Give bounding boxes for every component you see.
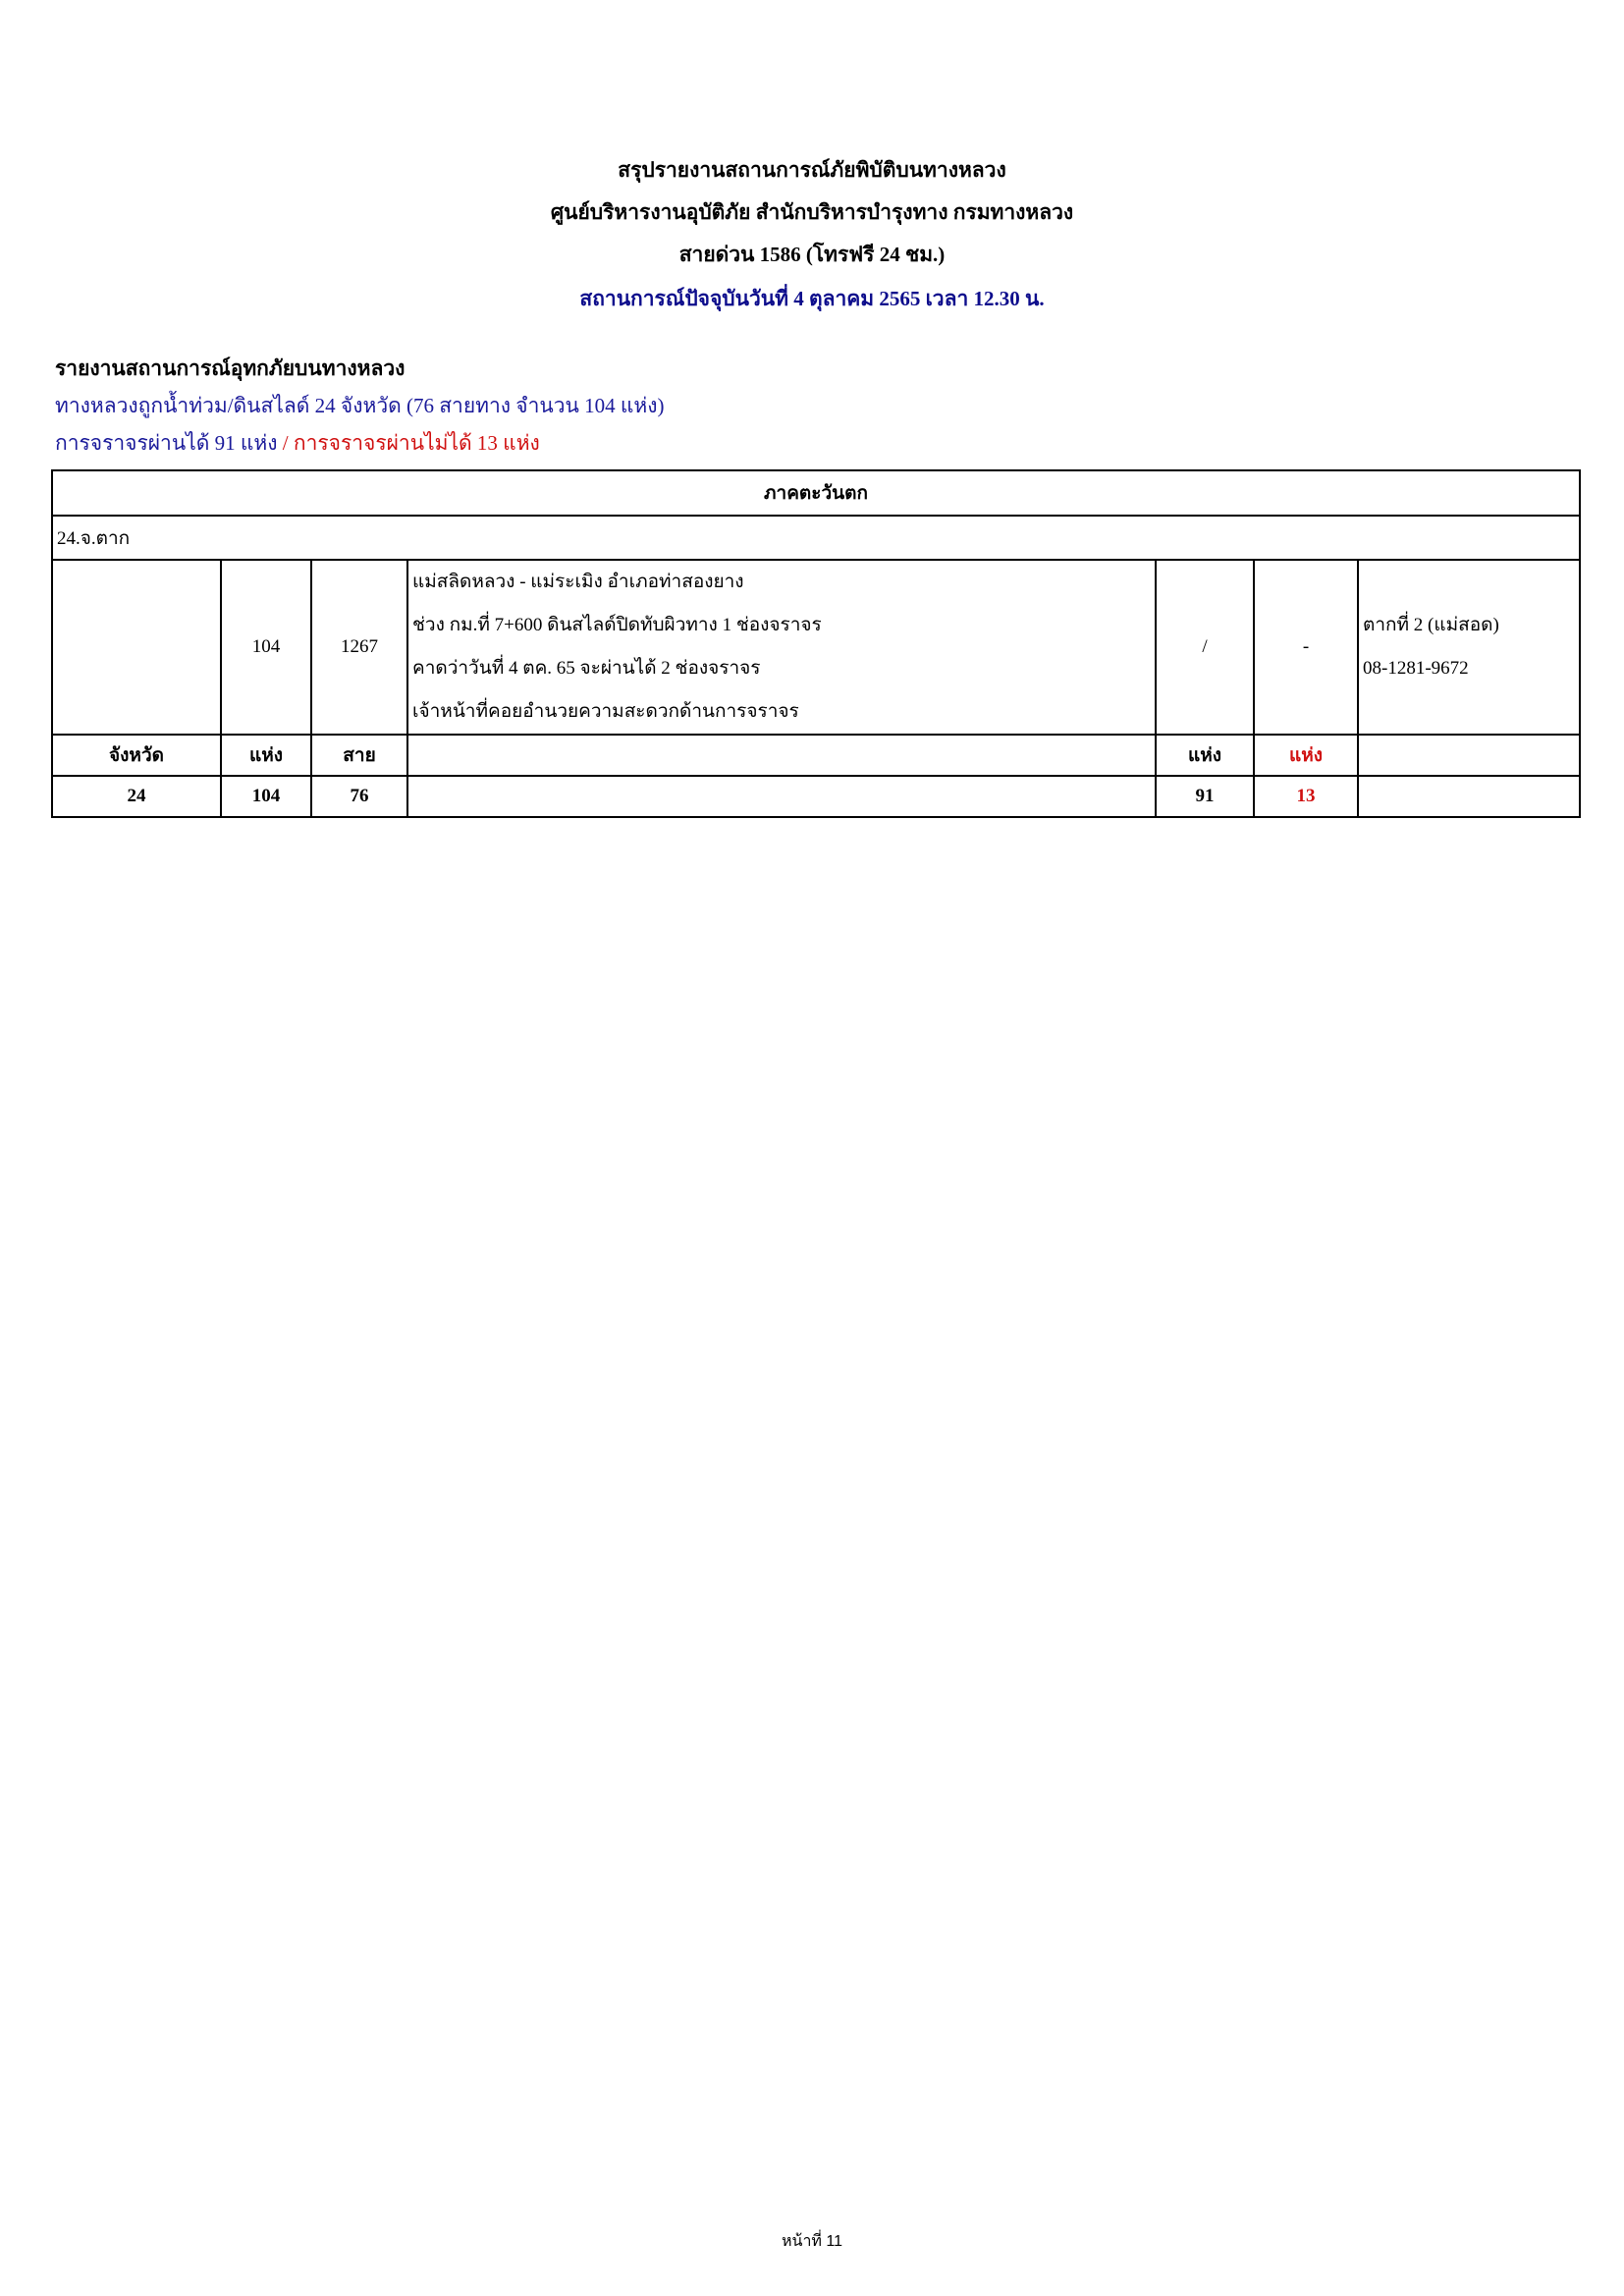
table-row [52,560,1580,735]
summary-impassable: / การจราจรผ่านไม่ได้ 13 แห่ง [282,431,540,455]
footer-header-places: แห่ง [221,735,311,776]
province-name: 24.จ.ตาก [52,516,1580,560]
footer-header-routes: สาย [311,735,407,776]
total-places: 104 [221,776,311,817]
detail-line: ช่วง กม.ที่ 7+600 ดินสไลด์ปิดทับผิวทาง 1 ช่องจราจร [412,615,822,635]
total-provinces: 24 [52,776,221,817]
item-seq: 104 [221,560,311,735]
item-contact [1358,560,1580,735]
report-department: ศูนย์บริหารงานอุบัติภัย สำนักบริหารบำรุงทาง กรมทางหลวง [550,200,1074,224]
page-number: หน้าที่ 11 [781,2233,843,2250]
footer-header-impassable: แห่ง [1254,735,1358,776]
report-hotline: สายด่วน 1586 (โทรฟรี 24 ชม.) [678,243,946,266]
footer-header-row [52,735,1580,776]
report-header [0,149,1624,320]
detail-line: คาดว่าวันที่ 4 ตค. 65 จะผ่านได้ 2 ช่องจราจร [412,658,761,679]
summary-title: รายงานสถานการณ์อุทกภัยบนทางหลวง [55,356,406,380]
total-passable: 91 [1156,776,1254,817]
summary-passable: การจราจรผ่านได้ 91 แห่ง [55,431,283,455]
item-details [407,560,1156,735]
footer-header-province: จังหวัด [52,735,221,776]
item-impassable-mark: - [1254,560,1358,735]
item-route: 1267 [311,560,407,735]
item-office: ตากที่ 2 (แม่สอด) [1363,615,1499,635]
report-table [51,469,1581,818]
item-province-cell [52,560,221,735]
total-blank [407,776,1156,817]
item-phone: 08-1281-9672 [1363,658,1469,679]
footer-header-blank [407,735,1156,776]
total-contact-blank [1358,776,1580,817]
region-row [52,470,1580,516]
footer-total-row [52,776,1580,817]
province-row [52,516,1580,560]
summary-affected: ทางหลวงถูกน้ำท่วม/ดินสไลด์ 24 จังหวัด (76 สายทาง จำนวน 104 แห่ง) [55,394,665,417]
footer-header-passable: แห่ง [1156,735,1254,776]
report-title: สรุปรายงานสถานการณ์ภัยพิบัติบนทางหลวง [618,158,1006,182]
total-routes: 76 [311,776,407,817]
report-datetime: สถานการณ์ปัจจุบันวันที่ 4 ตุลาคม 2565 เวลา 12.30 น. [579,287,1045,310]
region-name: ภาคตะวันตก [52,470,1580,516]
detail-line: แม่สลิดหลวง - แม่ระเมิง อำเภอท่าสองยาง [412,572,744,592]
item-passable-mark: / [1156,560,1254,735]
total-impassable: 13 [1254,776,1358,817]
detail-line: เจ้าหน้าที่คอยอำนวยความสะดวกด้านการจราจร [412,701,799,722]
footer-header-contact-blank [1358,735,1580,776]
summary-section [55,350,665,462]
summary-traffic-status [55,424,665,462]
